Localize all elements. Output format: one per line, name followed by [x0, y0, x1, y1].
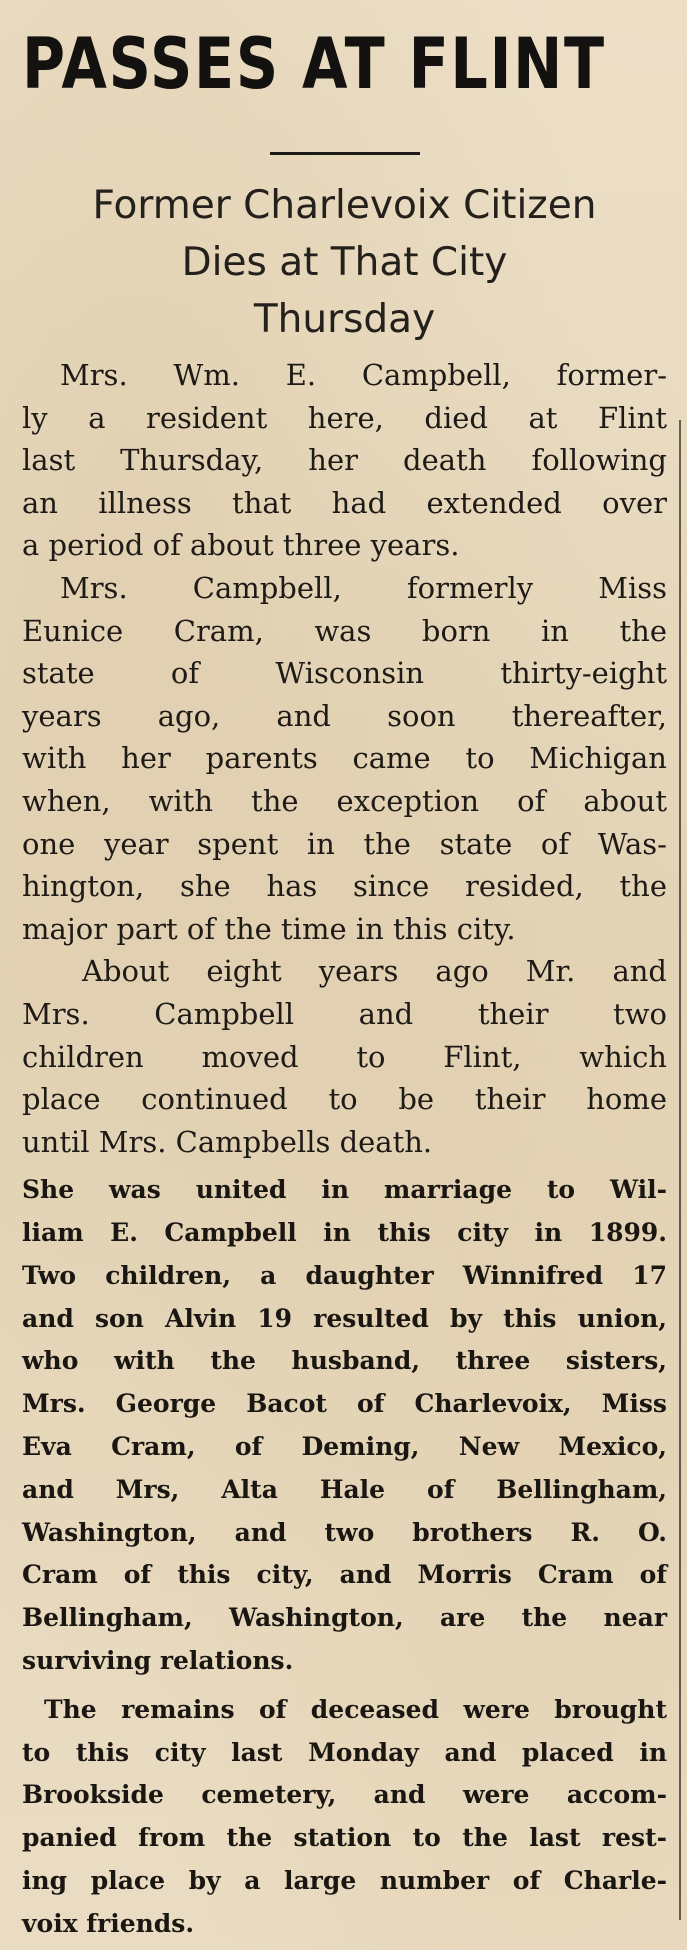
paragraph-line: to this city last Monday and placed in [22, 1737, 667, 1767]
article-paragraph [22, 567, 667, 950]
subheadline-line: Thursday [253, 297, 436, 342]
paragraph-line: liam E. Campbell in this city in 1899. [22, 1218, 667, 1248]
paragraph-line: place continued to be their home [22, 1082, 667, 1117]
paragraph-line: one year spent in the state of Was- [22, 826, 667, 861]
paragraph-line: last Thursday, her death following [22, 443, 667, 478]
paragraph-line: Cram of this city, and Morris Cram of [22, 1560, 667, 1590]
subheadline-line: Dies at That City [181, 240, 508, 285]
paragraph-line: Bellingham, Washington, are the near [22, 1603, 667, 1633]
subheadline-line: Former Charlevoix Citizen [92, 183, 597, 228]
article-paragraph [22, 1689, 667, 1946]
paragraph-line: Eva Cram, of Deming, New Mexico, [22, 1432, 667, 1462]
paragraph-line: with her parents came to Michigan [22, 741, 667, 776]
paragraph-line: She was united in marriage to Wil- [22, 1175, 667, 1205]
paragraph-line: voix friends. [22, 1908, 195, 1938]
article-body [22, 354, 667, 1946]
paragraph-line: a period of about three years. [22, 528, 460, 563]
paragraph-line: Two children, a daughter Winnifred 17 [22, 1260, 667, 1290]
paragraph-line: Mrs. George Bacot of Charlevoix, Miss [22, 1389, 667, 1419]
paragraph-line: state of Wisconsin thirty-eight [22, 656, 667, 691]
paragraph-line: Eunice Cram, was born in the [22, 613, 667, 648]
column-rule [679, 420, 681, 1920]
paragraph-line: Mrs. Campbell and their two [22, 996, 667, 1031]
paragraph-line: ing place by a large number of Charle- [22, 1866, 667, 1896]
paragraph-line: major part of the time in this city. [22, 911, 516, 946]
headline: PASSES AT FLINT [22, 23, 606, 105]
paragraph-line: years ago, and soon thereafter, [22, 698, 667, 733]
paragraph-line: surviving relations. [22, 1646, 294, 1676]
paragraph-line: Mrs. Campbell, formerly Miss [60, 570, 667, 605]
paragraph-line: an illness that had extended over [22, 485, 667, 520]
paragraph-line: Mrs. Wm. E. Campbell, former- [60, 358, 667, 392]
paragraph-line: and son Alvin 19 resulted by this union, [22, 1303, 667, 1333]
article-paragraph [22, 354, 667, 567]
paragraph-line: until Mrs. Campbells death. [22, 1124, 433, 1159]
paragraph-line: Washington, and two brothers R. O. [22, 1517, 667, 1547]
paragraph-line: The remains of deceased were brought [44, 1694, 667, 1724]
article-paragraph [22, 1169, 667, 1683]
paragraph-line: hington, she has since resided, the [22, 869, 667, 904]
subheadline [22, 177, 667, 348]
paragraph-line: children moved to Flint, which [22, 1039, 667, 1074]
headline-divider [270, 152, 420, 155]
paragraph-line: panied from the station to the last rest- [22, 1823, 667, 1853]
paragraph-line: when, with the exception of about [22, 783, 667, 818]
paragraph-line: Brookside cemetery, and were accom- [22, 1780, 667, 1810]
paragraph-line: and Mrs, Alta Hale of Bellingham, [22, 1474, 667, 1504]
paragraph-line: who with the husband, three sisters, [22, 1346, 667, 1376]
article-paragraph [22, 950, 667, 1163]
paragraph-line: About eight years ago Mr. and [82, 954, 667, 989]
paragraph-line: ly a resident here, died at Flint [22, 400, 667, 435]
